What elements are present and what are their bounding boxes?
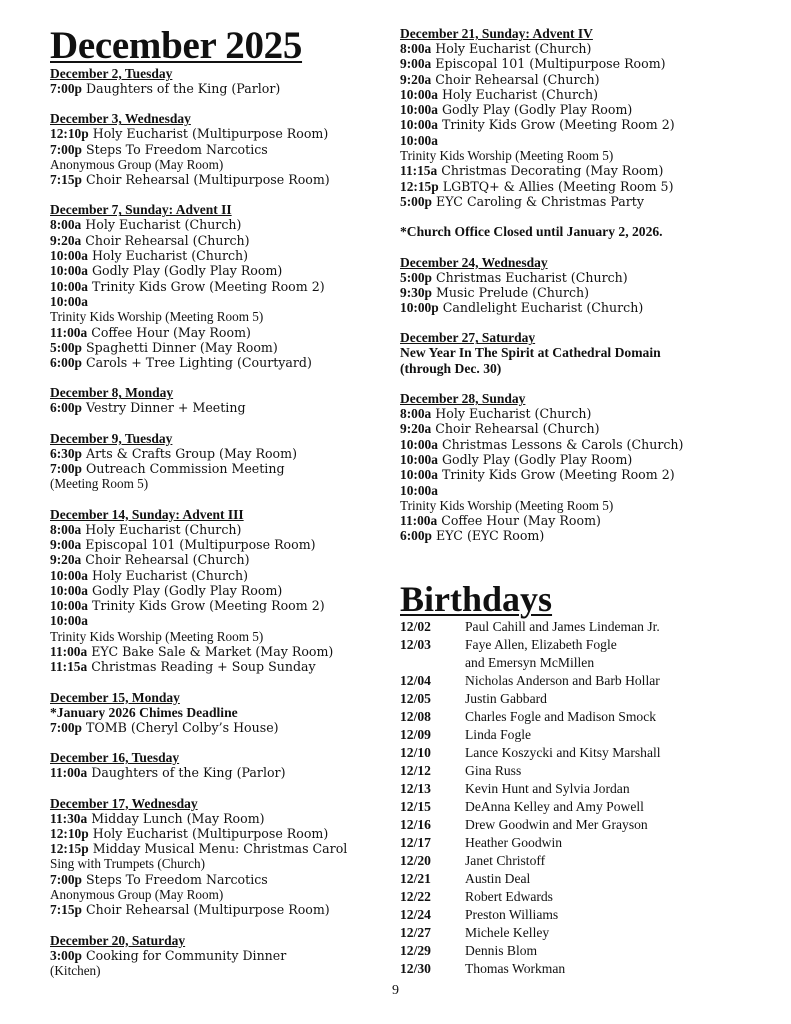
event-time: 7:00p [50,81,82,96]
event-line [50,126,395,141]
birthday-row [400,672,780,690]
event-description: Episcopal 101 (Multipurpose Room) [435,56,666,72]
event-line [400,421,780,436]
day-heading: December 21, Sunday: Advent IV [400,26,593,41]
event-line [50,355,395,370]
birthday-row [400,744,780,762]
event-time: 11:00a [50,644,88,660]
event-description: Choir Rehearsal (Multipurpose Room) [86,172,330,188]
event-time: 9:00a [50,536,82,552]
event-description: Carols + Tree Lighting (Courtyard) [86,355,312,371]
event-time: 6:30p [50,445,82,461]
event-description: Choir Rehearsal (Church) [85,552,250,568]
event-note: Trinity Kids Worship (Meeting Room 5) [50,628,264,644]
event-description: Holy Eucharist (Multipurpose Room) [92,825,329,841]
notice-line: (through Dec. 30) [400,360,502,376]
birthday-row [400,726,780,744]
birthday-names: Charles Fogle and Madison Smock [465,708,657,724]
left-column [50,26,395,993]
event-description: Godly Play (Godly Play Room) [91,582,283,598]
event-description: Holy Eucharist (Church) [85,521,242,537]
birthday-date: 12/10 [400,744,431,760]
event-time: 9:30p [400,284,432,300]
right-schedule [400,26,780,544]
event-line [50,583,395,598]
event-description: Holy Eucharist (Church) [441,86,599,102]
event-time: 11:00a [50,324,88,340]
day-heading: December 15, Monday [50,689,180,705]
day-section [400,330,780,376]
birthday-date: 12/27 [400,924,431,940]
event-time: 10:00a [50,613,88,629]
right-column [400,26,780,978]
birthday-names: Lance Koszycki and Kitsy Marshall [465,744,661,760]
birthday-row [400,870,780,888]
birthday-names: Heather Goodwin [465,834,563,850]
event-time: 5:00p [400,269,432,285]
event-description: Spaghetti Dinner (May Room) [86,339,278,355]
event-time: 10:00a [400,451,438,467]
event-line [50,811,395,826]
birthday-date: 12/03 [400,636,431,652]
day-section [50,385,395,415]
event-time: 7:15p [50,172,82,188]
event-line [50,172,395,187]
event-time: 5:00p [400,193,432,209]
birthday-date: 12/05 [400,690,431,706]
event-line [400,406,780,421]
event-description: Candlelight Eucharist (Church) [442,300,644,316]
event-description: Coffee Hour (May Room) [91,324,251,340]
event-time: 7:15p [50,902,82,918]
event-line [400,467,780,482]
event-time: 10:00a [50,567,88,583]
birthday-names: Preston Williams [465,906,559,922]
event-description: Holy Eucharist (Multipurpose Room) [92,126,329,142]
event-line [50,537,395,552]
event-description: Godly Play (Godly Play Room) [91,263,283,279]
day-heading: December 8, Monday [50,385,174,401]
event-line [400,300,780,315]
event-line [400,285,780,300]
event-description: Holy Eucharist (Church) [435,41,592,56]
day-section [50,111,395,187]
event-time: 7:00p [50,871,82,887]
day-heading: December 14, Sunday: Advent III [50,506,244,522]
event-line [50,325,395,340]
event-time: 10:00a [400,102,438,118]
day-section [400,26,780,209]
left-schedule [50,66,395,978]
event-line [50,217,395,232]
event-description: Choir Rehearsal (Church) [85,232,250,248]
birthday-row [400,942,780,960]
event-note: Trinity Kids Worship (Meeting Room 5) [50,309,264,325]
event-line [400,483,780,498]
day-heading: December 20, Saturday [50,932,186,948]
event-line [400,513,780,528]
birthday-names: Thomas Workman [465,960,566,976]
event-description: Music Prelude (Church) [436,284,590,300]
event-line [50,263,395,278]
birthday-date: 12/22 [400,888,431,904]
event-description: EYC Bake Sale & Market (May Room) [91,644,334,660]
page-number: 9 [392,983,399,998]
birthday-names-continued: and Emersyn McMillen [465,654,595,670]
event-time: 10:00a [400,132,438,148]
event-line [400,452,780,467]
event-line [50,720,395,735]
birthday-names: Michele Kelley [465,924,550,940]
event-time: 10:00a [50,263,88,279]
day-heading: December 3, Wednesday [50,111,191,127]
birthday-date: 12/29 [400,942,431,958]
birthday-row [400,798,780,816]
event-time: 9:00a [400,56,432,72]
birthday-names: Gina Russ [465,762,522,778]
event-time: 10:00a [50,278,88,294]
event-line [400,133,780,148]
day-section [50,431,395,492]
event-line [50,446,395,461]
event-note: Trinity Kids Worship (Meeting Room 5) [400,497,614,513]
birthdays-title: Birthdays [400,578,553,619]
day-heading: December 17, Wednesday [50,795,198,811]
event-time: 7:00p [50,461,82,477]
birthday-date: 12/17 [400,834,431,850]
birthday-row [400,636,780,654]
birthday-date: 12/12 [400,762,431,778]
birthday-row [400,690,780,708]
event-time: 12:15p [50,841,89,857]
birthday-row [400,960,780,978]
event-line [400,528,780,543]
event-line [50,644,395,659]
event-line [400,194,780,209]
event-time: 9:20a [400,71,432,87]
birthday-date: 12/15 [400,798,431,814]
event-description: Arts & Crafts Group (May Room) [86,445,297,461]
birthday-list [400,618,780,978]
event-time: 10:00p [400,300,439,316]
event-line [400,179,780,194]
event-line [50,233,395,248]
event-time: 9:20a [50,552,82,568]
event-line [50,294,395,309]
birthday-date: 12/16 [400,816,431,832]
birthday-names: Austin Deal [465,870,531,886]
event-line [400,163,780,178]
event-line [50,659,395,674]
event-note: Anonymous Group (May Room) [50,156,224,172]
page-title: December 2025 [50,24,303,67]
event-line [50,522,395,537]
event-time: 11:00a [50,765,88,781]
event-time: 12:15p [400,178,439,194]
event-line [50,142,395,157]
birthday-row [400,906,780,924]
event-description: Christmas Decorating (May Room) [441,163,664,179]
event-time: 12:10p [50,825,89,841]
birthday-row [400,888,780,906]
birthday-row [400,762,780,780]
day-heading: December 9, Tuesday [50,430,173,446]
event-description: Outreach Commission Meeting [86,461,285,477]
event-line [400,117,780,132]
event-description: Christmas Eucharist (Church) [436,269,628,285]
birthday-row [400,834,780,852]
event-note: Sing with Trumpets (Church) [50,856,205,872]
day-heading: December 2, Tuesday [50,66,173,81]
notice-line: *January 2026 Chimes Deadline [50,704,238,720]
birthday-names: Paul Cahill and James Lindeman Jr. [465,618,660,634]
event-time: 8:00a [50,521,82,537]
event-line [50,81,395,96]
day-section [50,750,395,780]
event-line [50,765,395,780]
event-description: Episcopal 101 (Multipurpose Room) [85,536,316,552]
event-time: 6:00p [50,400,82,416]
event-description: Trinity Kids Grow (Meeting Room 2) [441,117,675,133]
day-section [400,391,780,544]
birthday-date: 12/30 [400,960,431,976]
event-note: Trinity Kids Worship (Meeting Room 5) [400,148,614,164]
event-description: Midday Musical Menu: Christmas Carol [92,841,348,857]
event-description: Choir Rehearsal (Church) [435,421,600,437]
event-description: Trinity Kids Grow (Meeting Room 2) [91,598,325,614]
birthday-date: 12/08 [400,708,431,724]
event-description: Trinity Kids Grow (Meeting Room 2) [91,278,325,294]
event-line [400,41,780,56]
event-line [50,400,395,415]
event-description: Daughters of the King (Parlor) [86,81,281,96]
event-description: TOMB (Cheryl Colby’s House) [86,719,279,735]
event-line [50,552,395,567]
event-description: EYC Caroling & Christmas Party [436,193,644,209]
day-section [400,224,780,239]
event-line [50,841,395,856]
day-heading: December 27, Saturday [400,330,536,346]
birthday-row [400,780,780,798]
birthday-date: 12/04 [400,672,431,688]
event-line [400,437,780,452]
event-line [400,87,780,102]
day-section [50,690,395,736]
event-time: 8:00a [50,217,82,233]
event-time: 6:00p [400,528,432,544]
day-heading: December 24, Wednesday [400,254,548,270]
event-line [50,279,395,294]
birthday-row [400,816,780,834]
event-note: (Meeting Room 5) [50,476,149,492]
notice-line: *Church Office Closed until January 2, 2026. [400,224,663,240]
event-description: Steps To Freedom Narcotics [86,871,268,887]
birthday-names: Janet Christoff [465,852,546,868]
event-description: Christmas Reading + Soup Sunday [91,659,316,675]
event-description: Holy Eucharist (Church) [91,248,249,264]
event-description: Vestry Dinner + Meeting [86,400,246,416]
day-section [50,796,395,918]
event-time: 5:00p [50,339,82,355]
event-description: Daughters of the King (Parlor) [91,765,286,781]
event-description: Choir Rehearsal (Church) [435,71,600,87]
day-section [50,933,395,979]
event-time: 3:00p [50,947,82,963]
event-time: 10:00a [400,482,438,498]
day-heading: December 28, Sunday [400,391,526,407]
event-line [50,461,395,476]
event-description: Choir Rehearsal (Multipurpose Room) [86,902,330,918]
day-section [50,507,395,675]
event-time: 10:00a [50,598,88,614]
event-line [50,568,395,583]
event-time: 10:00a [400,86,438,102]
event-description: Holy Eucharist (Church) [91,567,249,583]
event-note: (Kitchen) [50,962,101,978]
birthday-names: Robert Edwards [465,888,553,904]
birthday-names: Nicholas Anderson and Barb Hollar [465,672,660,688]
event-line [50,902,395,917]
day-section [50,66,395,96]
event-description: Steps To Freedom Narcotics [86,141,268,157]
event-time: 10:00a [50,293,88,309]
birthday-date: 12/20 [400,852,431,868]
event-line [50,613,395,628]
birthday-row [400,618,780,636]
event-description: Godly Play (Godly Play Room) [441,102,633,118]
event-time: 8:00a [400,41,432,56]
birthday-row [400,924,780,942]
event-description: Midday Lunch (May Room) [91,810,265,826]
day-heading: December 16, Tuesday [50,750,180,766]
notice-line: New Year In The Spirit at Cathedral Domain [400,345,661,361]
birthday-row [400,708,780,726]
event-line [400,56,780,71]
birthday-date: 12/24 [400,906,431,922]
event-time: 10:00a [400,436,438,452]
event-time: 7:00p [50,719,82,735]
event-description: Holy Eucharist (Church) [435,406,592,422]
event-line [400,270,780,285]
event-note: Anonymous Group (May Room) [50,886,224,902]
event-line [50,598,395,613]
event-description: Cooking for Community Dinner [86,947,287,963]
birthday-date: 12/02 [400,618,431,634]
day-section [400,255,780,316]
event-description: Holy Eucharist (Church) [85,217,242,233]
event-time: 11:30a [50,810,88,826]
birthday-names: Dennis Blom [465,942,538,958]
event-line [50,948,395,963]
event-time: 6:00p [50,355,82,371]
event-description: Godly Play (Godly Play Room) [441,451,633,467]
birthday-date: 12/21 [400,870,431,886]
event-time: 10:00a [400,117,438,133]
birthday-names: Kevin Hunt and Sylvia Jordan [465,780,630,796]
event-line [50,872,395,887]
birthday-names: Justin Gabbard [465,690,547,706]
day-section [50,202,395,370]
event-description: EYC (EYC Room) [436,528,545,544]
event-description: Christmas Lessons & Carols (Church) [441,436,684,452]
event-time: 8:00a [400,406,432,422]
event-time: 10:00a [50,582,88,598]
event-description: LGBTQ+ & Allies (Meeting Room 5) [442,178,674,194]
event-line [400,102,780,117]
event-time: 11:15a [50,659,88,675]
event-time: 10:00a [50,248,88,264]
event-time: 10:00a [400,467,438,483]
event-description: Trinity Kids Grow (Meeting Room 2) [441,467,675,483]
birthday-names: Linda Fogle [465,726,532,742]
birthday-date: 12/09 [400,726,431,742]
day-heading: December 7, Sunday: Advent II [50,202,232,218]
event-line [50,248,395,263]
birthday-names: Faye Allen, Elizabeth Fogle [465,636,617,652]
event-description: Coffee Hour (May Room) [441,513,601,529]
event-time: 11:00a [400,513,438,529]
birthday-names: Drew Goodwin and Mer Grayson [465,816,648,832]
event-time: 9:20a [50,232,82,248]
birthday-names: DeAnna Kelley and Amy Powell [465,798,644,814]
birthday-date: 12/13 [400,780,431,796]
event-time: 12:10p [50,126,89,142]
event-time: 11:15a [400,163,438,179]
birthday-row [400,852,780,870]
event-line [50,340,395,355]
event-time: 7:00p [50,141,82,157]
event-line [400,72,780,87]
event-time: 9:20a [400,421,432,437]
event-line [50,826,395,841]
